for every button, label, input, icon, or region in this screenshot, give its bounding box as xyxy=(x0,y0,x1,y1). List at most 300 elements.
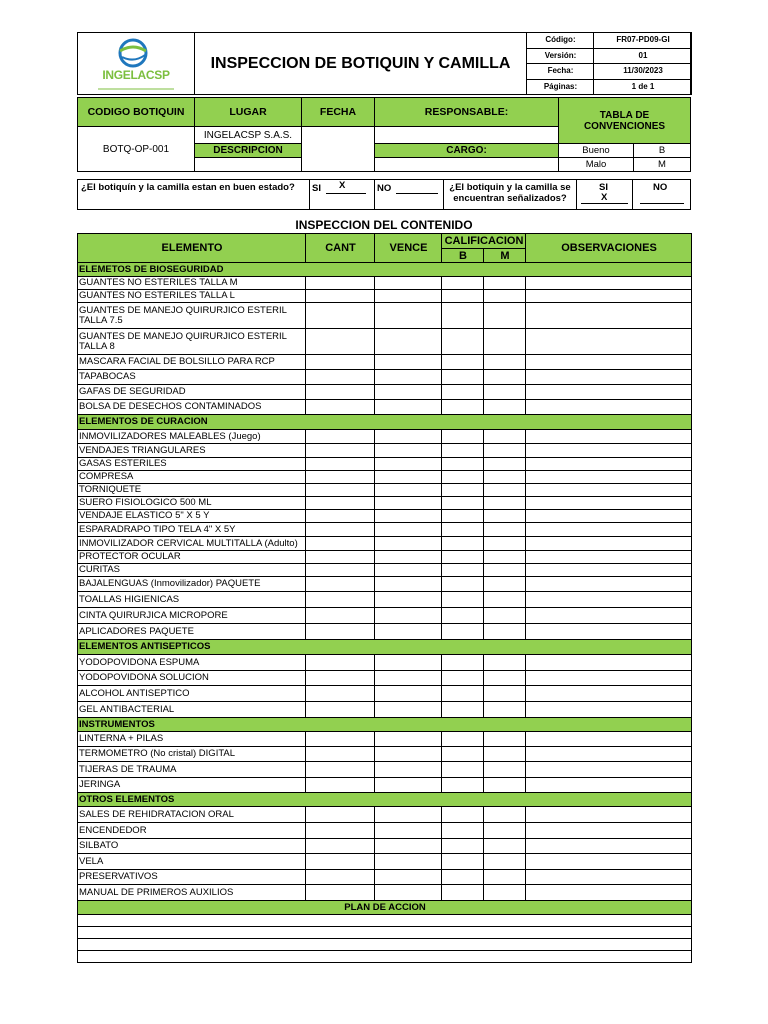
obs-cell[interactable] xyxy=(526,686,692,702)
obs-cell[interactable] xyxy=(526,497,692,510)
cant-cell[interactable] xyxy=(306,624,375,640)
m-cell[interactable] xyxy=(484,444,526,458)
b-cell[interactable] xyxy=(442,385,484,400)
cant-cell[interactable] xyxy=(306,854,375,870)
obs-cell[interactable] xyxy=(526,444,692,458)
m-cell[interactable] xyxy=(484,655,526,671)
plan-title: PLAN DE ACCION xyxy=(78,901,692,915)
vence-cell[interactable] xyxy=(375,592,442,608)
section-title: INSTRUMENTOS xyxy=(78,718,692,732)
item-name: PRESERVATIVOS xyxy=(78,870,306,885)
m-cell[interactable] xyxy=(484,329,526,355)
vence-cell[interactable] xyxy=(375,497,442,510)
item-name: CURITAS xyxy=(78,564,306,577)
b-cell[interactable] xyxy=(442,458,484,471)
item-name: MASCARA FACIAL DE BOLSILLO PARA RCP xyxy=(78,355,306,370)
table-row xyxy=(78,747,692,762)
cant-cell[interactable] xyxy=(306,444,375,458)
m-cell[interactable] xyxy=(484,762,526,778)
plan-line[interactable] xyxy=(78,939,692,951)
obs-cell[interactable] xyxy=(526,702,692,718)
meta-label: Versión: xyxy=(527,48,594,64)
vence-cell[interactable] xyxy=(375,430,442,444)
cant-cell[interactable] xyxy=(306,329,375,355)
cant-cell[interactable] xyxy=(306,510,375,523)
q1-no-field[interactable] xyxy=(396,193,438,194)
cant-cell[interactable] xyxy=(306,870,375,885)
meta-value: 11/30/2023 xyxy=(594,64,692,80)
vence-cell[interactable] xyxy=(375,870,442,885)
table-row xyxy=(78,778,692,793)
m-cell[interactable] xyxy=(484,551,526,564)
cant-cell[interactable] xyxy=(306,430,375,444)
q1-si-mark[interactable]: X xyxy=(339,180,346,191)
b-cell[interactable] xyxy=(442,551,484,564)
meta-label: Páginas: xyxy=(527,79,594,95)
cant-cell[interactable] xyxy=(306,484,375,497)
item-name: VENDAJES TRIANGULARES xyxy=(78,444,306,458)
cant-cell[interactable] xyxy=(306,551,375,564)
vence-cell[interactable] xyxy=(375,510,442,523)
q2-no-field[interactable] xyxy=(640,203,684,204)
obs-cell[interactable] xyxy=(526,277,692,290)
vence-cell[interactable] xyxy=(375,329,442,355)
obs-cell[interactable] xyxy=(526,732,692,747)
b-cell[interactable] xyxy=(442,839,484,854)
item-name: VELA xyxy=(78,854,306,870)
b-cell[interactable] xyxy=(442,747,484,762)
m-cell[interactable] xyxy=(484,702,526,718)
col-b: B xyxy=(442,249,484,263)
vence-cell[interactable] xyxy=(375,823,442,839)
q2-no-label: NO xyxy=(653,182,668,193)
item-name: SALES DE REHIDRATACION ORAL xyxy=(78,807,306,823)
m-cell[interactable] xyxy=(484,370,526,385)
vence-cell[interactable] xyxy=(375,564,442,577)
b-cell[interactable] xyxy=(442,444,484,458)
vence-cell[interactable] xyxy=(375,484,442,497)
vence-cell[interactable] xyxy=(375,732,442,747)
m-cell[interactable] xyxy=(484,885,526,901)
cant-cell[interactable] xyxy=(306,355,375,370)
plan-line[interactable] xyxy=(78,915,692,927)
item-name: TIJERAS DE TRAUMA xyxy=(78,762,306,778)
col-calificacion: CALIFICACION xyxy=(442,234,526,249)
table-row xyxy=(78,839,692,854)
plan-line[interactable] xyxy=(78,951,692,963)
question-estado: ¿El botiquín y la camilla estan en buen estado? xyxy=(81,182,295,193)
vence-cell[interactable] xyxy=(375,277,442,290)
obs-cell[interactable] xyxy=(526,430,692,444)
cant-cell[interactable] xyxy=(306,592,375,608)
cant-cell[interactable] xyxy=(306,608,375,624)
table-row xyxy=(78,551,692,564)
section-row xyxy=(78,640,692,655)
q2-si-mark[interactable]: X xyxy=(601,192,608,203)
meta-value: 1 de 1 xyxy=(594,79,692,95)
item-name: GASAS ESTERILES xyxy=(78,458,306,471)
m-cell[interactable] xyxy=(484,870,526,885)
b-cell[interactable] xyxy=(442,537,484,551)
meta-value: FR07-PD09-GI xyxy=(594,33,692,49)
item-name: BAJALENGUAS (Inmovilizador) PAQUETE xyxy=(78,577,306,592)
cant-cell[interactable] xyxy=(306,385,375,400)
cant-cell[interactable] xyxy=(306,778,375,793)
cant-cell[interactable] xyxy=(306,655,375,671)
cant-cell[interactable] xyxy=(306,747,375,762)
m-cell[interactable] xyxy=(484,564,526,577)
cant-cell[interactable] xyxy=(306,823,375,839)
table-row xyxy=(78,624,692,640)
m-cell[interactable] xyxy=(484,430,526,444)
obs-cell[interactable] xyxy=(526,510,692,523)
m-cell[interactable] xyxy=(484,484,526,497)
table-row xyxy=(78,277,692,290)
obs-cell[interactable] xyxy=(526,608,692,624)
b-cell[interactable] xyxy=(442,577,484,592)
b-cell[interactable] xyxy=(442,686,484,702)
logo-icon xyxy=(78,33,194,94)
meta-value: 01 xyxy=(594,48,692,64)
b-cell[interactable] xyxy=(442,564,484,577)
plan-line-cell[interactable] xyxy=(78,951,692,963)
inspection-table xyxy=(77,233,692,963)
col-observaciones: OBSERVACIONES xyxy=(526,234,692,263)
cant-cell[interactable] xyxy=(306,885,375,901)
b-cell[interactable] xyxy=(442,778,484,793)
b-cell[interactable] xyxy=(442,671,484,686)
cargo-label: CARGO: xyxy=(374,143,559,158)
b-cell[interactable] xyxy=(442,277,484,290)
table-row xyxy=(78,732,692,747)
obs-cell[interactable] xyxy=(526,839,692,854)
item-name: GUANTES DE MANEJO QUIRURJICO ESTERIL TALLA 8 xyxy=(78,329,306,355)
table-row xyxy=(78,510,692,523)
b-cell[interactable] xyxy=(442,807,484,823)
obs-cell[interactable] xyxy=(526,370,692,385)
table-row xyxy=(78,823,692,839)
vence-cell[interactable] xyxy=(375,537,442,551)
b-cell[interactable] xyxy=(442,430,484,444)
cant-cell[interactable] xyxy=(306,523,375,537)
obs-cell[interactable] xyxy=(526,471,692,484)
obs-cell[interactable] xyxy=(526,329,692,355)
m-cell[interactable] xyxy=(484,671,526,686)
q1-no-label: NO xyxy=(377,183,392,194)
responsable-value[interactable] xyxy=(374,126,559,144)
b-cell[interactable] xyxy=(442,355,484,370)
vence-cell[interactable] xyxy=(375,885,442,901)
m-cell[interactable] xyxy=(484,523,526,537)
cant-cell[interactable] xyxy=(306,400,375,415)
obs-cell[interactable] xyxy=(526,385,692,400)
obs-cell[interactable] xyxy=(526,592,692,608)
m-cell[interactable] xyxy=(484,577,526,592)
inspection-table-wrap xyxy=(77,233,691,963)
vence-cell[interactable] xyxy=(375,671,442,686)
obs-cell[interactable] xyxy=(526,290,692,303)
b-cell[interactable] xyxy=(442,497,484,510)
vence-cell[interactable] xyxy=(375,655,442,671)
vence-cell[interactable] xyxy=(375,400,442,415)
b-cell[interactable] xyxy=(442,732,484,747)
vence-cell[interactable] xyxy=(375,303,442,329)
fecha-label: FECHA xyxy=(301,97,375,127)
b-cell[interactable] xyxy=(442,510,484,523)
meta-label: Código: xyxy=(527,33,594,49)
m-cell[interactable] xyxy=(484,778,526,793)
vence-cell[interactable] xyxy=(375,355,442,370)
section-title: ELEMENTOS ANTISEPTICOS xyxy=(78,640,692,655)
vence-cell[interactable] xyxy=(375,747,442,762)
obs-cell[interactable] xyxy=(526,807,692,823)
m-cell[interactable] xyxy=(484,823,526,839)
section-row xyxy=(78,793,692,807)
vence-cell[interactable] xyxy=(375,577,442,592)
cant-cell[interactable] xyxy=(306,671,375,686)
vence-cell[interactable] xyxy=(375,370,442,385)
b-cell[interactable] xyxy=(442,303,484,329)
obs-cell[interactable] xyxy=(526,551,692,564)
vence-cell[interactable] xyxy=(375,686,442,702)
obs-cell[interactable] xyxy=(526,564,692,577)
obs-cell[interactable] xyxy=(526,523,692,537)
b-cell[interactable] xyxy=(442,655,484,671)
cant-cell[interactable] xyxy=(306,290,375,303)
b-cell[interactable] xyxy=(442,523,484,537)
m-cell[interactable] xyxy=(484,290,526,303)
vence-cell[interactable] xyxy=(375,290,442,303)
m-cell[interactable] xyxy=(484,608,526,624)
vence-cell[interactable] xyxy=(375,523,442,537)
b-cell[interactable] xyxy=(442,592,484,608)
cargo-value[interactable] xyxy=(374,157,559,172)
page-title: INSPECCION DE BOTIQUIN Y CAMILLA xyxy=(210,54,511,72)
conv-malo-code: M xyxy=(633,157,691,172)
m-cell[interactable] xyxy=(484,458,526,471)
table-row xyxy=(78,702,692,718)
obs-cell[interactable] xyxy=(526,885,692,901)
cant-cell[interactable] xyxy=(306,277,375,290)
m-cell[interactable] xyxy=(484,400,526,415)
table-row xyxy=(78,471,692,484)
fecha-value[interactable] xyxy=(301,126,375,172)
item-name: COMPRESA xyxy=(78,471,306,484)
cant-cell[interactable] xyxy=(306,497,375,510)
table-row xyxy=(78,303,692,329)
table-row xyxy=(78,854,692,870)
b-cell[interactable] xyxy=(442,702,484,718)
b-cell[interactable] xyxy=(442,370,484,385)
m-cell[interactable] xyxy=(484,686,526,702)
obs-cell[interactable] xyxy=(526,400,692,415)
obs-cell[interactable] xyxy=(526,458,692,471)
table-row xyxy=(78,444,692,458)
cant-cell[interactable] xyxy=(306,807,375,823)
col-cant: CANT xyxy=(306,234,375,263)
obs-cell[interactable] xyxy=(526,747,692,762)
table-row xyxy=(78,484,692,497)
b-cell[interactable] xyxy=(442,471,484,484)
m-cell[interactable] xyxy=(484,355,526,370)
cant-cell[interactable] xyxy=(306,537,375,551)
obs-cell[interactable] xyxy=(526,854,692,870)
obs-cell[interactable] xyxy=(526,655,692,671)
m-cell[interactable] xyxy=(484,537,526,551)
m-cell[interactable] xyxy=(484,497,526,510)
col-elemento: ELEMENTO xyxy=(78,234,306,263)
section-row xyxy=(78,263,692,277)
vence-cell[interactable] xyxy=(375,762,442,778)
item-name: TOALLAS HIGIENICAS xyxy=(78,592,306,608)
item-name: CINTA QUIRURJICA MICROPORE xyxy=(78,608,306,624)
item-name: ENCENDEDOR xyxy=(78,823,306,839)
obs-cell[interactable] xyxy=(526,823,692,839)
vence-cell[interactable] xyxy=(375,471,442,484)
item-name: GUANTES DE MANEJO QUIRURJICO ESTERIL TALLA 7.5 xyxy=(78,303,306,329)
codigo-label: CODIGO BOTIQUIN xyxy=(77,97,195,127)
section-row xyxy=(78,415,692,430)
section-title: ELEMENTOS DE CURACION xyxy=(78,415,692,430)
table-row xyxy=(78,355,692,370)
lugar-label: LUGAR xyxy=(194,97,302,127)
q2-si-label: SI xyxy=(599,182,608,193)
m-cell[interactable] xyxy=(484,839,526,854)
b-cell[interactable] xyxy=(442,400,484,415)
item-name: GUANTES NO ESTERILES TALLA M xyxy=(78,277,306,290)
b-cell[interactable] xyxy=(442,823,484,839)
obs-cell[interactable] xyxy=(526,624,692,640)
obs-cell[interactable] xyxy=(526,762,692,778)
item-name: PROTECTOR OCULAR xyxy=(78,551,306,564)
vence-cell[interactable] xyxy=(375,624,442,640)
obs-cell[interactable] xyxy=(526,671,692,686)
item-name: MANUAL DE PRIMEROS AUXILIOS xyxy=(78,885,306,901)
cant-cell[interactable] xyxy=(306,686,375,702)
table-row xyxy=(78,564,692,577)
b-cell[interactable] xyxy=(442,608,484,624)
vence-cell[interactable] xyxy=(375,551,442,564)
obs-cell[interactable] xyxy=(526,537,692,551)
m-cell[interactable] xyxy=(484,747,526,762)
table-row xyxy=(78,608,692,624)
m-cell[interactable] xyxy=(484,732,526,747)
cant-cell[interactable] xyxy=(306,702,375,718)
lugar-value: INGELACSP S.A.S. xyxy=(194,126,302,144)
plan-line-cell[interactable] xyxy=(78,915,692,927)
b-cell[interactable] xyxy=(442,885,484,901)
item-name: LINTERNA + PILAS xyxy=(78,732,306,747)
b-cell[interactable] xyxy=(442,484,484,497)
cant-cell[interactable] xyxy=(306,564,375,577)
item-name: TORNIQUETE xyxy=(78,484,306,497)
item-name: APLICADORES PAQUETE xyxy=(78,624,306,640)
conv-bueno-code: B xyxy=(633,143,691,158)
inspection-title: INSPECCION DEL CONTENIDO xyxy=(295,217,473,232)
item-name: BOLSA DE DESECHOS CONTAMINADOS xyxy=(78,400,306,415)
conventions-title: TABLA DE CONVENCIONES xyxy=(558,97,691,144)
item-name: YODOPOVIDONA SOLUCION xyxy=(78,671,306,686)
vence-cell[interactable] xyxy=(375,385,442,400)
item-name: GUANTES NO ESTERILES TALLA L xyxy=(78,290,306,303)
obs-cell[interactable] xyxy=(526,577,692,592)
vence-cell[interactable] xyxy=(375,839,442,854)
vence-cell[interactable] xyxy=(375,702,442,718)
b-cell[interactable] xyxy=(442,290,484,303)
m-cell[interactable] xyxy=(484,277,526,290)
section-row xyxy=(78,718,692,732)
plan-row xyxy=(78,901,692,915)
m-cell[interactable] xyxy=(484,303,526,329)
m-cell[interactable] xyxy=(484,510,526,523)
b-cell[interactable] xyxy=(442,870,484,885)
b-cell[interactable] xyxy=(442,329,484,355)
cant-cell[interactable] xyxy=(306,762,375,778)
plan-line-cell[interactable] xyxy=(78,939,692,951)
vence-cell[interactable] xyxy=(375,854,442,870)
table-row xyxy=(78,537,692,551)
obs-cell[interactable] xyxy=(526,778,692,793)
table-row xyxy=(78,807,692,823)
item-name: SUERO FISIOLOGICO 500 ML xyxy=(78,497,306,510)
descripcion-label: DESCRIPCION xyxy=(194,143,302,158)
item-name: VENDAJE ELASTICO 5" X 5 Y xyxy=(78,510,306,523)
obs-cell[interactable] xyxy=(526,870,692,885)
item-name: GAFAS DE SEGURIDAD xyxy=(78,385,306,400)
table-row xyxy=(78,655,692,671)
vence-cell[interactable] xyxy=(375,608,442,624)
vence-cell[interactable] xyxy=(375,778,442,793)
vence-cell[interactable] xyxy=(375,458,442,471)
cant-cell[interactable] xyxy=(306,303,375,329)
question-senalizados: ¿El botiquin y la camilla se encuentran señalizados? xyxy=(449,182,571,204)
m-cell[interactable] xyxy=(484,624,526,640)
cant-cell[interactable] xyxy=(306,458,375,471)
table-row xyxy=(78,370,692,385)
cant-cell[interactable] xyxy=(306,471,375,484)
table-row xyxy=(78,400,692,415)
logo-text: INGELACSP xyxy=(102,68,170,82)
plan-line-cell[interactable] xyxy=(78,927,692,939)
logo xyxy=(78,33,194,94)
obs-cell[interactable] xyxy=(526,484,692,497)
b-cell[interactable] xyxy=(442,762,484,778)
m-cell[interactable] xyxy=(484,854,526,870)
obs-cell[interactable] xyxy=(526,355,692,370)
cant-cell[interactable] xyxy=(306,732,375,747)
m-cell[interactable] xyxy=(484,807,526,823)
table-row xyxy=(78,430,692,444)
section-title: OTROS ELEMENTOS xyxy=(78,793,692,807)
vence-cell[interactable] xyxy=(375,444,442,458)
table-row xyxy=(78,523,692,537)
m-cell[interactable] xyxy=(484,592,526,608)
cant-cell[interactable] xyxy=(306,577,375,592)
m-cell[interactable] xyxy=(484,385,526,400)
item-name: INMOVILIZADOR CERVICAL MULTITALLA (Adulto) xyxy=(78,537,306,551)
vence-cell[interactable] xyxy=(375,807,442,823)
b-cell[interactable] xyxy=(442,854,484,870)
plan-line[interactable] xyxy=(78,927,692,939)
cant-cell[interactable] xyxy=(306,839,375,854)
table-row xyxy=(78,458,692,471)
obs-cell[interactable] xyxy=(526,303,692,329)
m-cell[interactable] xyxy=(484,471,526,484)
responsable-label: RESPONSABLE: xyxy=(374,97,559,127)
table-row xyxy=(78,885,692,901)
cant-cell[interactable] xyxy=(306,370,375,385)
b-cell[interactable] xyxy=(442,624,484,640)
